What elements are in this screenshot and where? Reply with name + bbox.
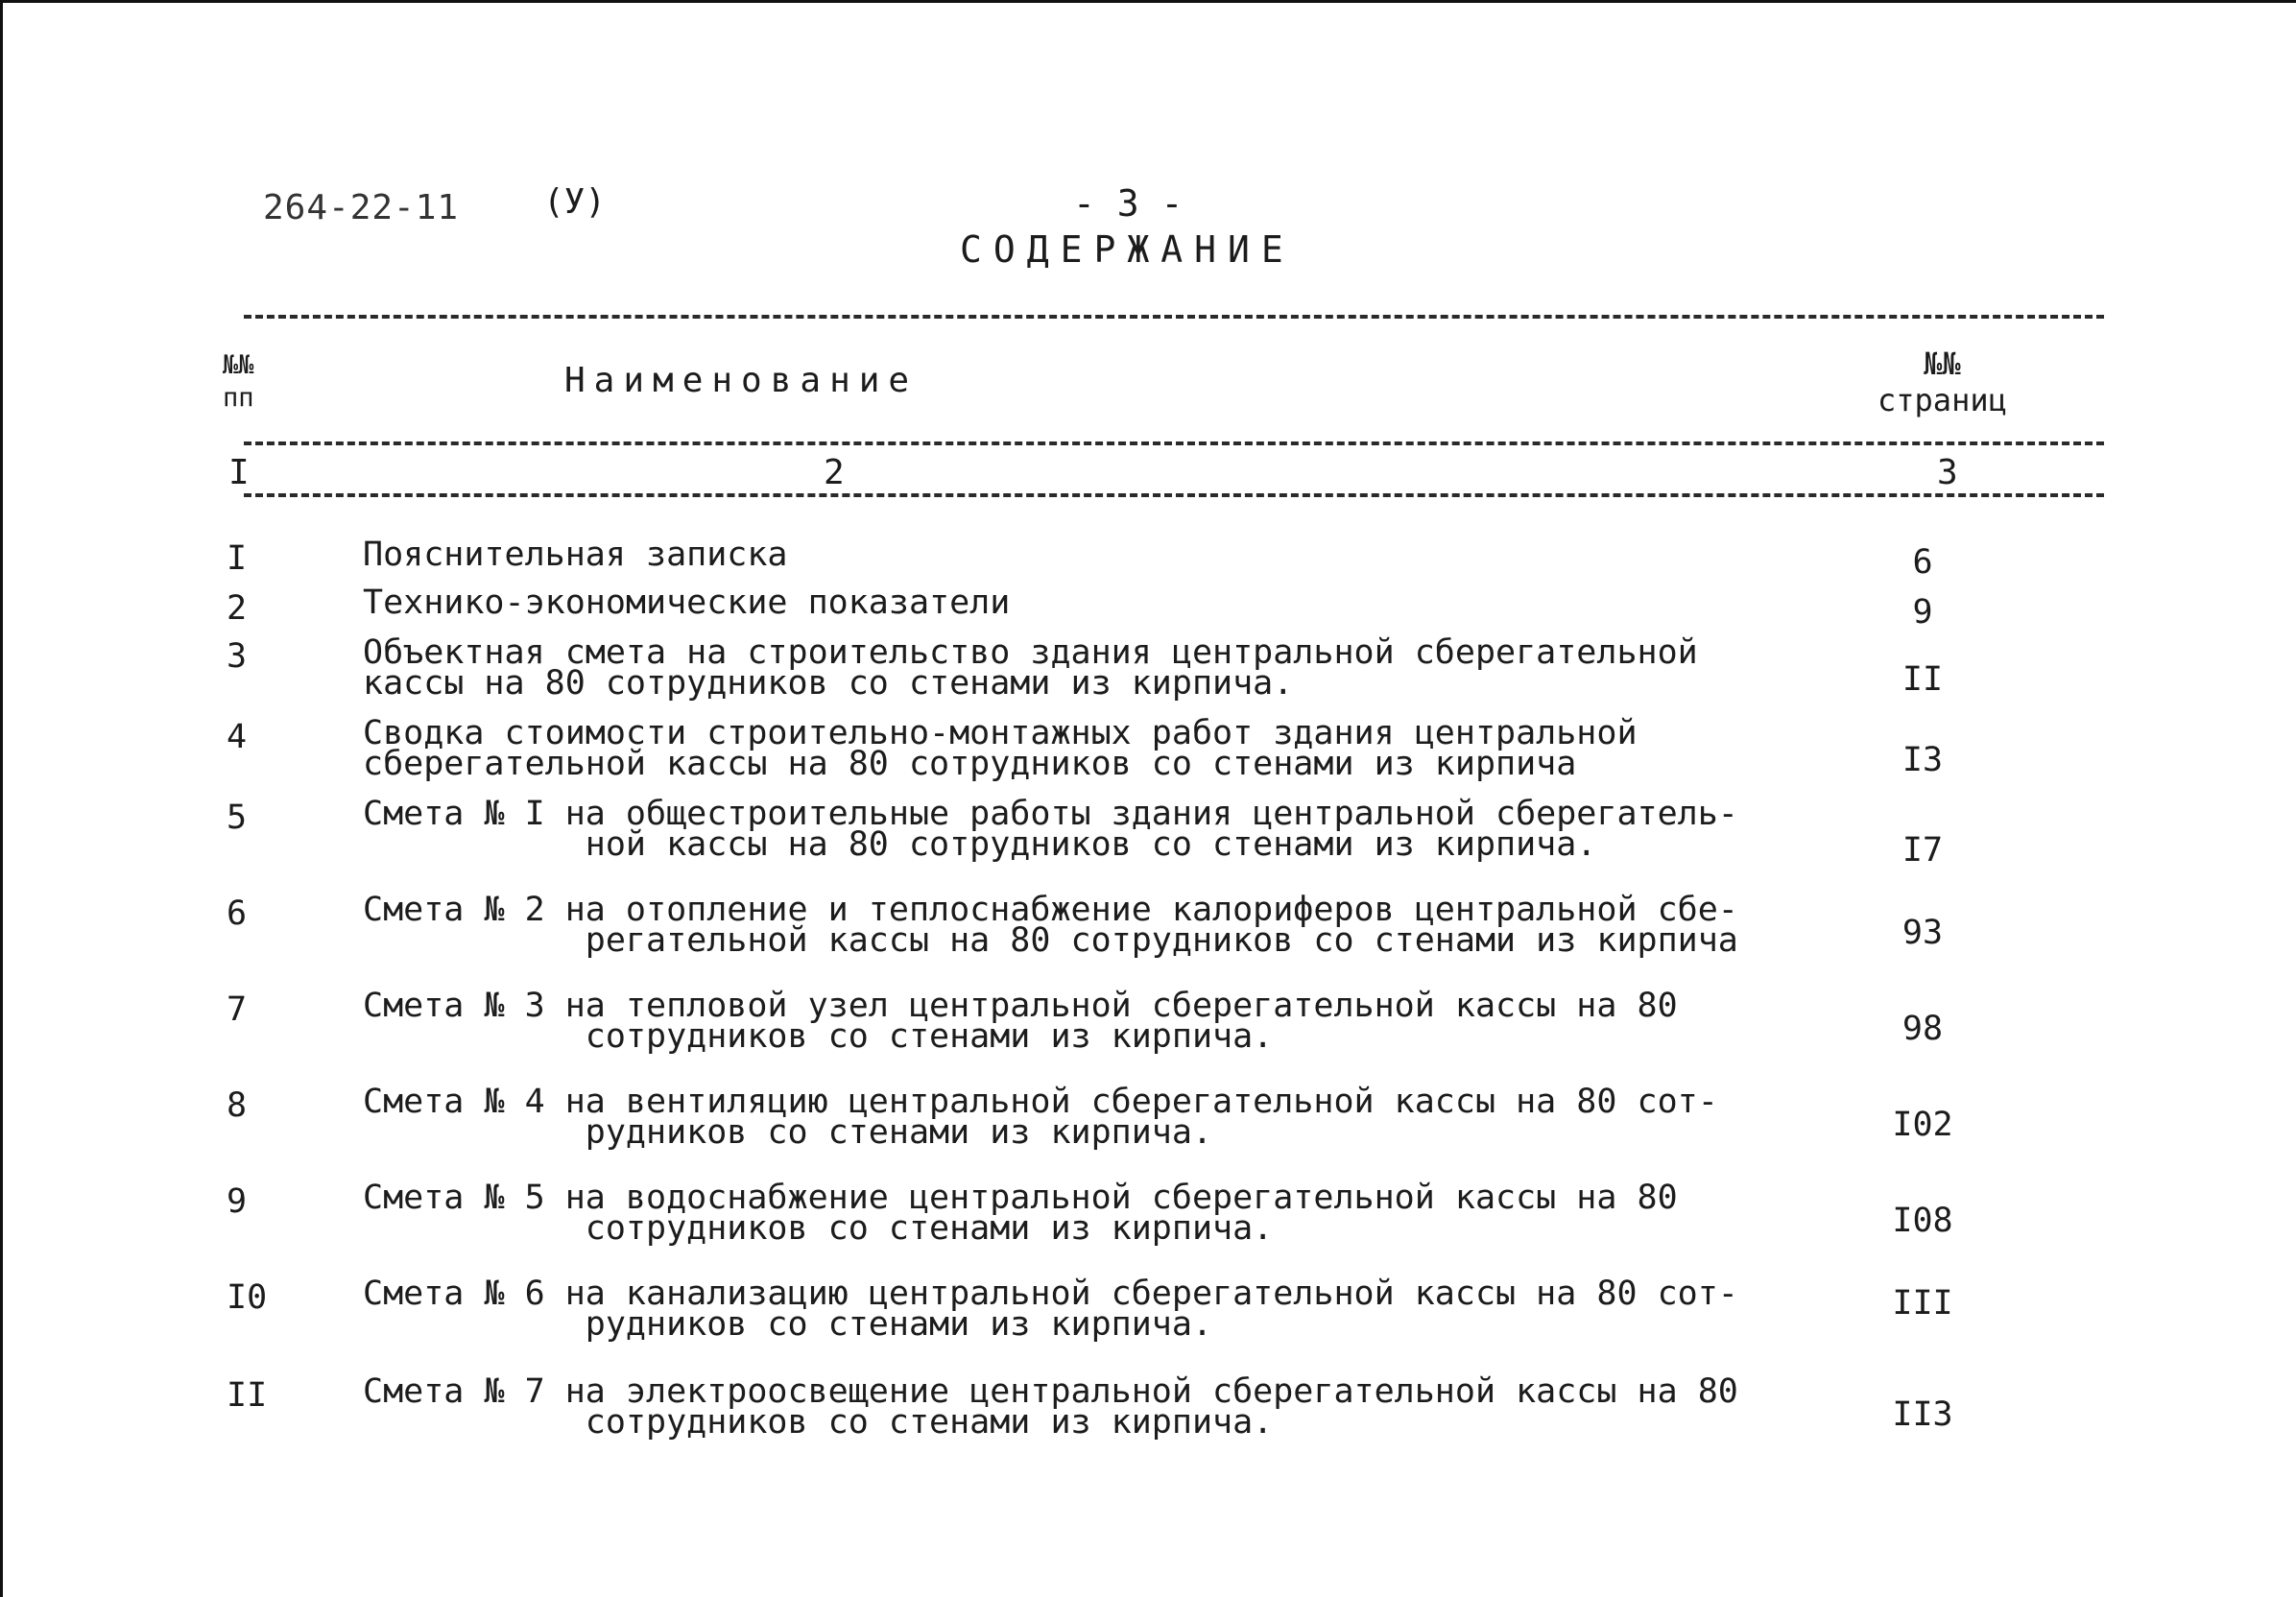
list-item-page: III: [1892, 1284, 1953, 1323]
list-item-title: Смета № 6 на канализацию центральной сберегательной кассы на 80 сот- рудников со стенами из кирпича.: [363, 1275, 1738, 1344]
list-item-page: 98: [1901, 1010, 1944, 1048]
list-item-number: I: [227, 539, 248, 578]
list-item-title: Смета № 2 на отопление и теплоснабжение калориферов центральной сбе- регательной кассы на 80 сотрудников со стенами из кирпича: [363, 891, 1738, 960]
list-item-number: 8: [227, 1086, 248, 1125]
list-item-page: I02: [1892, 1106, 1953, 1144]
column-index-2: 2: [824, 453, 845, 492]
list-item-number: 9: [227, 1182, 248, 1221]
list-item-title: Объектная смета на строительство здания центральной сберегательной кассы на 80 сотрудников со стенами из кирпича.: [363, 633, 1698, 703]
column-index-1: I: [228, 453, 250, 492]
page-title: СОДЕРЖАНИЕ: [960, 228, 1295, 271]
page-number: - 3 -: [1073, 182, 1184, 225]
list-item-number: 6: [227, 894, 248, 933]
list-item-title: Смета № 3 на тепловой узел центральной сберегательной кассы на 80 сотрудников со стенами из кирпича.: [363, 987, 1678, 1056]
list-item-number: II: [227, 1376, 268, 1415]
list-item-title: Смета № 4 на вентиляцию центральной сберегательной кассы на 80 сот- рудников со стенами из кирпича.: [363, 1083, 1718, 1152]
list-item-page: 6: [1912, 543, 1933, 582]
list-item-page: 93: [1901, 914, 1944, 952]
scan-border-top: [0, 0, 2296, 3]
list-item-title: Смета № 7 на электроосвещение центральной сберегательной кассы на 80 сотрудников со стенами из кирпича.: [363, 1372, 1738, 1442]
list-item-page: II3: [1892, 1395, 1953, 1434]
list-item-page: 9: [1912, 593, 1933, 632]
list-item-number: I0: [227, 1278, 268, 1317]
list-item-number: 5: [227, 798, 248, 837]
list-item-number: 4: [227, 718, 248, 756]
divider-index: [244, 493, 2104, 497]
list-item-title: Смета № I на общестроительные работы здания центральной сберегатель- ной кассы на 80 сотрудников со стенами из кирпича.: [363, 795, 1738, 864]
list-item-title: Технико-экономические показатели: [363, 584, 1011, 622]
list-item-title: Смета № 5 на водоснабжение центральной сберегательной кассы на 80 сотрудников со стенами из кирпича.: [363, 1179, 1678, 1248]
document-code: 264-22-11: [263, 188, 460, 227]
list-item-number: 7: [227, 990, 248, 1029]
list-item-page: II: [1901, 660, 1944, 699]
column-index-3: 3: [1937, 453, 1958, 492]
divider-top: [244, 315, 2104, 319]
list-item-page: I7: [1901, 831, 1944, 870]
list-item-number: 3: [227, 637, 248, 676]
list-item-page: I3: [1901, 741, 1944, 779]
column-header-pages: №№ страниц: [1877, 346, 2007, 418]
list-item-title: Пояснительная записка: [363, 536, 788, 574]
list-item-page: I08: [1892, 1202, 1953, 1240]
column-header-name: Наименование: [564, 361, 919, 400]
divider-header: [244, 441, 2104, 445]
list-item-title: Сводка стоимости строительно-монтажных работ здания центральной сберегательной кассы на 80 сотрудников со стенами из кирпича: [363, 714, 1638, 783]
document-mark: (У): [543, 182, 607, 222]
column-header-number: №№ пп: [223, 350, 254, 413]
list-item-number: 2: [227, 589, 248, 628]
scan-border-left: [0, 0, 3, 1597]
